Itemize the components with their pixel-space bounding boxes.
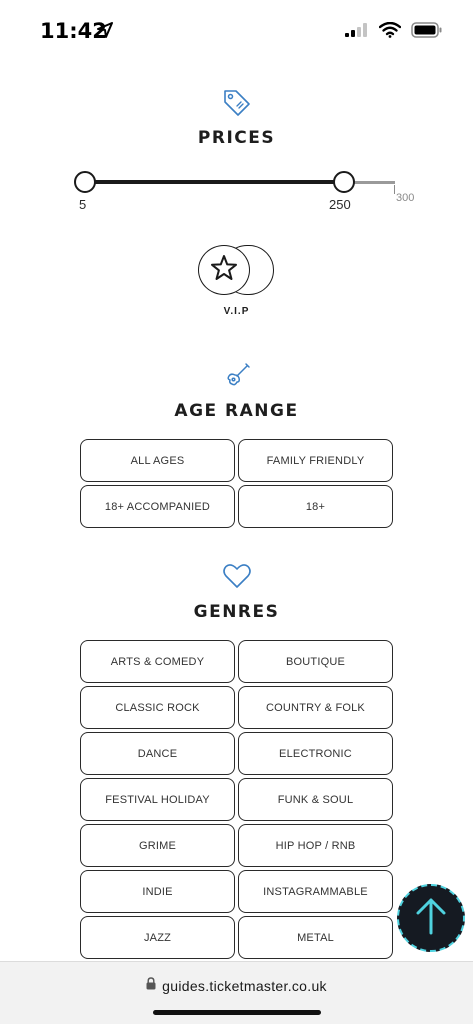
genre-options: [80, 640, 393, 959]
wifi-icon: [379, 22, 401, 43]
star-icon: [210, 254, 238, 287]
vip-toggle-knob: [198, 245, 250, 295]
age-option-18-plus[interactable]: 18+: [238, 485, 393, 528]
url-text[interactable]: guides.ticketmaster.co.uk: [162, 978, 327, 994]
battery-icon: [411, 22, 443, 43]
genre-option[interactable]: ELECTRONIC: [238, 732, 393, 775]
genre-option[interactable]: FUNK & SOUL: [238, 778, 393, 821]
genre-option[interactable]: FESTIVAL HOLIDAY: [80, 778, 235, 821]
genres-title: GENRES: [193, 602, 280, 622]
genre-option[interactable]: CLASSIC ROCK: [80, 686, 235, 729]
cellular-signal-icon: [345, 23, 369, 42]
age-range-options: [80, 439, 393, 528]
age-option-18-accompanied[interactable]: 18+ ACCOMPANIED: [80, 485, 235, 528]
slider-end-tick: [394, 185, 395, 194]
age-range-title: AGE RANGE: [174, 401, 299, 421]
genre-option[interactable]: BOUTIQUE: [238, 640, 393, 683]
genre-option[interactable]: ARTS & COMEDY: [80, 640, 235, 683]
genre-option[interactable]: COUNTRY & FOLK: [238, 686, 393, 729]
home-indicator: [153, 1010, 321, 1015]
slider-range-max-label: 300: [396, 192, 415, 204]
prices-title: PRICES: [197, 128, 276, 148]
slider-min-handle[interactable]: [74, 171, 96, 193]
status-bar: [0, 0, 473, 60]
genre-option[interactable]: INSTAGRAMMABLE: [238, 870, 393, 913]
location-arrow-icon: [97, 22, 113, 43]
arrow-up-icon: [414, 896, 448, 941]
browser-url-bar[interactable]: [0, 961, 473, 1024]
genre-option[interactable]: HIP HOP / RNB: [238, 824, 393, 867]
genre-option[interactable]: DANCE: [80, 732, 235, 775]
slider-max-selected-label: 250: [329, 197, 351, 212]
genre-option[interactable]: GRIME: [80, 824, 235, 867]
vip-label: V.I.P: [223, 306, 250, 317]
heart-icon: [0, 562, 473, 590]
price-tag-icon: [0, 88, 473, 118]
lock-icon: [146, 977, 156, 995]
guitar-icon: [0, 360, 473, 390]
age-option-family-friendly[interactable]: FAMILY FRIENDLY: [238, 439, 393, 482]
slider-selected-range: [85, 180, 344, 184]
slider-min-label: 5: [79, 197, 87, 212]
vip-toggle[interactable]: [198, 245, 275, 295]
scroll-to-top-button[interactable]: [397, 884, 465, 952]
genre-option[interactable]: METAL: [238, 916, 393, 959]
genre-option[interactable]: INDIE: [80, 870, 235, 913]
slider-max-handle[interactable]: [333, 171, 355, 193]
age-option-all-ages[interactable]: ALL AGES: [80, 439, 235, 482]
status-time: 11:42: [40, 19, 107, 43]
genre-option[interactable]: JAZZ: [80, 916, 235, 959]
